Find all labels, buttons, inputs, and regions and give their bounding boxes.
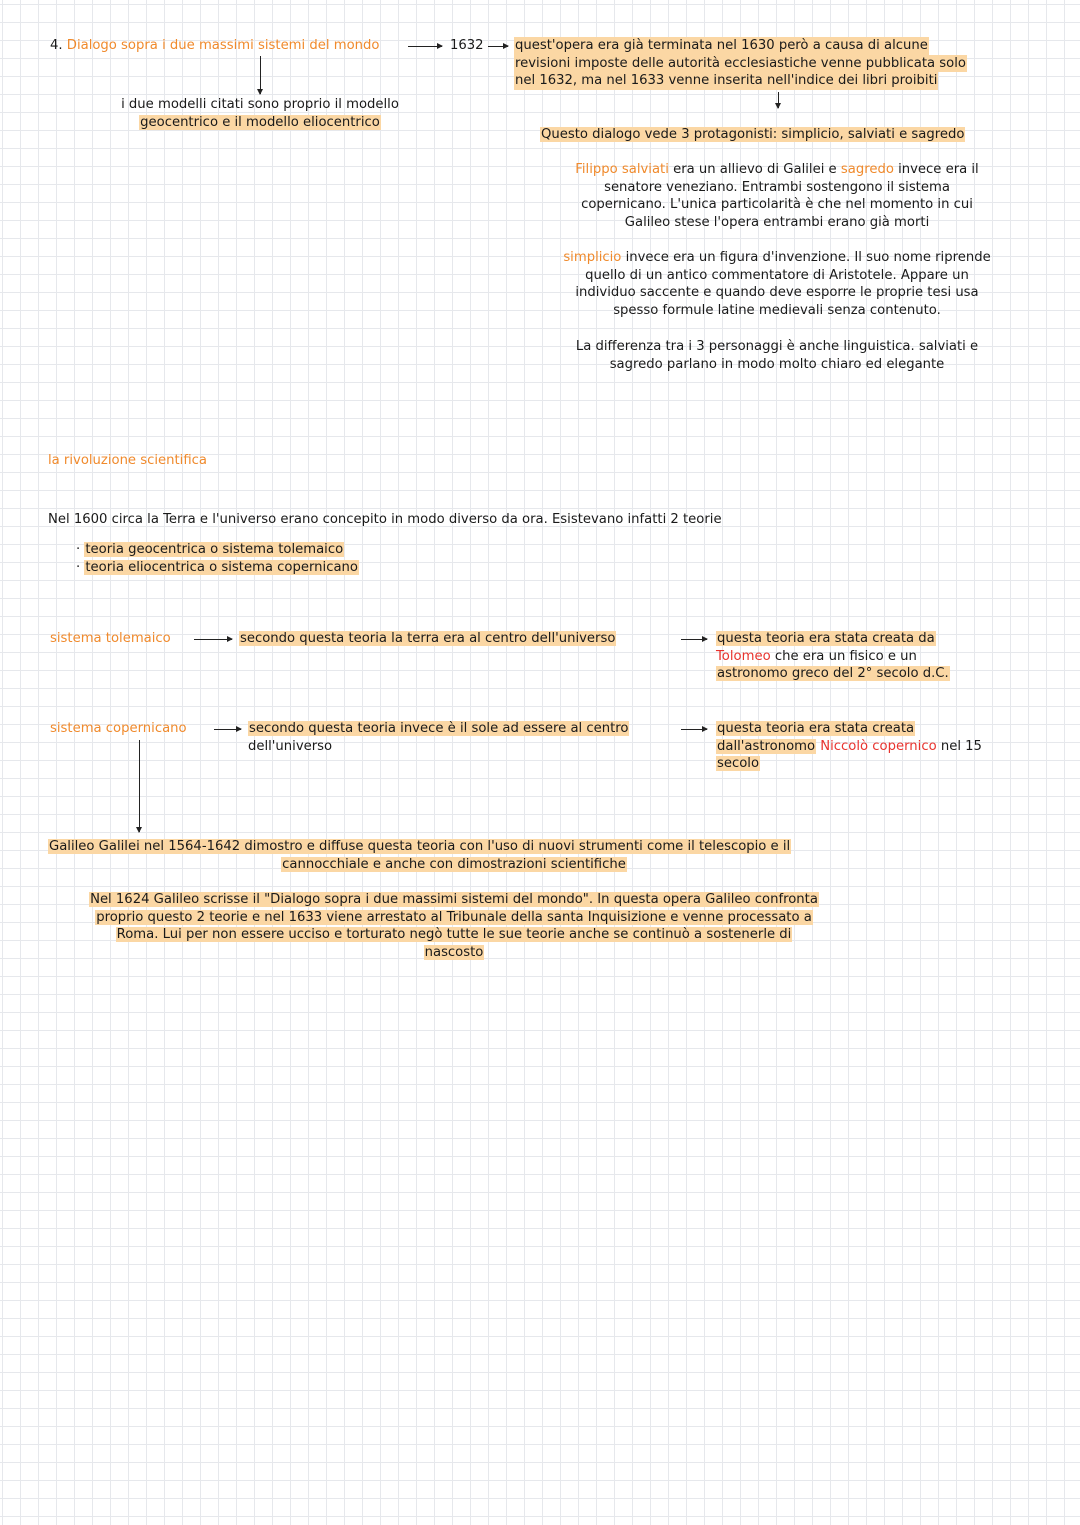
arrow-heading-to-year bbox=[408, 46, 442, 47]
copernicano-label: sistema copernicano bbox=[50, 721, 187, 736]
sagredo-name: sagredo bbox=[840, 162, 894, 177]
copernicano-creator bbox=[716, 720, 982, 773]
tolemaico-desc: secondo questa teoria la terra era al centro dell'universo bbox=[240, 631, 616, 646]
salviati-line-3: copernicano. L'unica particolarità è che nel momento in cui bbox=[581, 197, 973, 212]
difference-line-2: sagredo parlano in modo molto chiaro ed elegante bbox=[609, 356, 945, 372]
publication-line-3: nel 1632, ma nel 1633 venne inserita nell'indice dei libri proibiti bbox=[515, 73, 938, 88]
tolemaico-creator-line-2: Tolomeo che era un fisico e un bbox=[716, 648, 917, 664]
theories-list bbox=[76, 541, 359, 576]
arrow-tolemaico bbox=[194, 639, 232, 640]
tolemaico-creator-line-3: astronomo greco del 2° secolo d.C. bbox=[717, 666, 949, 681]
final-paragraph bbox=[48, 891, 860, 961]
difference-paragraph bbox=[540, 338, 1014, 373]
publication-line-1: quest'opera era già terminata nel 1630 però a causa di alcune bbox=[515, 38, 928, 53]
tolemaico-label: sistema tolemaico bbox=[50, 631, 171, 646]
arrow-tolemaico-creator bbox=[681, 639, 707, 640]
copernicano-creator-line-2: dall'astronomo Niccolò copernico nel 15 bbox=[717, 738, 982, 754]
tolemaico-creator-line-1: questa teoria era stata creata da bbox=[717, 631, 935, 646]
galileo-line-2: cannocchiale e anche con dimostrazioni scientifiche bbox=[282, 856, 626, 872]
simplicio-line-4: spesso formule latine medievali senza contenuto. bbox=[613, 302, 941, 318]
models-note-line-2: geocentrico e il modello eliocentrico bbox=[140, 114, 380, 130]
salviati-line-1: Filippo salviati era un allievo di Galilei e sagredo invece era il bbox=[575, 162, 979, 177]
salviati-paragraph bbox=[540, 161, 1014, 231]
arrow-year-to-publication bbox=[488, 46, 508, 47]
final-line-3: Roma. Lui per non essere ucciso e torturato negò tutte le sue teorie anche se continuò a sostenerle di bbox=[116, 927, 792, 942]
publication-line-2: revisioni imposte delle autorità ecclesiastiche venne pubblicata solo bbox=[515, 55, 966, 71]
theory-item: · teoria geocentrica o sistema tolemaico bbox=[76, 541, 359, 559]
final-line-1: Nel 1624 Galileo scrisse il "Dialogo sopra i due massimi sistemi del mondo". In questa opera Galileo confronta bbox=[90, 892, 818, 907]
year-label: 1632 bbox=[450, 38, 484, 53]
tolomeo-name: Tolomeo bbox=[716, 648, 771, 664]
final-line-2: proprio questo 2 teorie e nel 1633 viene arrestato al Tribunale della santa Inquisizione e venne processato a bbox=[96, 909, 812, 925]
section-title: la rivoluzione scientifica bbox=[48, 453, 207, 468]
theory-item: · teoria eliocentrica o sistema copernicano bbox=[76, 559, 359, 577]
copernicano-desc bbox=[248, 720, 629, 755]
section-heading bbox=[50, 37, 379, 55]
simplicio-name: simplicio bbox=[563, 250, 622, 265]
salviati-line-4: Galileo stese l'opera entrambi erano già morti bbox=[624, 214, 930, 230]
salviati-line-2: senatore veneziano. Entrambi sostengono il sistema bbox=[604, 179, 950, 195]
protagonists-line: Questo dialogo vede 3 protagonisti: simplicio, salviati e sagredo bbox=[541, 127, 965, 142]
arrow-copernicano bbox=[214, 729, 241, 730]
copernicano-creator-line-3: secolo bbox=[717, 756, 760, 771]
copernicano-creator-line-1: questa teoria era stata creata bbox=[717, 721, 915, 736]
models-note-line-1: i due modelli citati sono proprio il modello bbox=[121, 97, 399, 112]
intro-line: Nel 1600 circa la Terra e l'universo erano concepito in modo diverso da ora. Esistevano infatti 2 teorie bbox=[48, 512, 722, 527]
heading-title: Dialogo sopra i due massimi sistemi del mondo bbox=[66, 38, 380, 53]
salviati-name: Filippo salviati bbox=[575, 162, 669, 177]
arrow-copernicano-creator bbox=[681, 729, 707, 730]
copernicano-desc-line-2: dell'universo bbox=[248, 738, 333, 754]
final-line-4: nascosto bbox=[424, 944, 484, 960]
simplicio-line-2: quello di un antico commentatore di Aristotele. Appare un bbox=[585, 267, 969, 283]
galileo-paragraph bbox=[48, 838, 860, 873]
heading-number: 4. bbox=[50, 38, 63, 53]
models-note bbox=[100, 96, 420, 131]
difference-line-1: La differenza tra i 3 personaggi è anche linguistica. salviati e bbox=[575, 339, 979, 354]
tolemaico-creator bbox=[716, 630, 950, 683]
publication-note bbox=[514, 37, 967, 90]
simplicio-line-1: simplicio invece era un figura d'invenzione. Il suo nome riprende bbox=[563, 250, 991, 265]
copernico-name: Niccolò copernico bbox=[820, 738, 937, 754]
simplicio-paragraph bbox=[540, 249, 1014, 319]
copernicano-desc-line-1: secondo questa teoria invece è il sole ad essere al centro bbox=[249, 721, 629, 736]
simplicio-line-3: individuo saccente e quando deve esporre le proprie tesi usa bbox=[575, 285, 979, 300]
arrow-copernicano-down bbox=[139, 740, 140, 832]
galileo-line-1: Galileo Galilei nel 1564-1642 dimostro e diffuse questa teoria con l'uso di nuovi strumenti come il telescopio e il bbox=[49, 839, 791, 854]
arrow-publication-down bbox=[778, 92, 779, 108]
arrow-heading-down bbox=[260, 56, 261, 94]
